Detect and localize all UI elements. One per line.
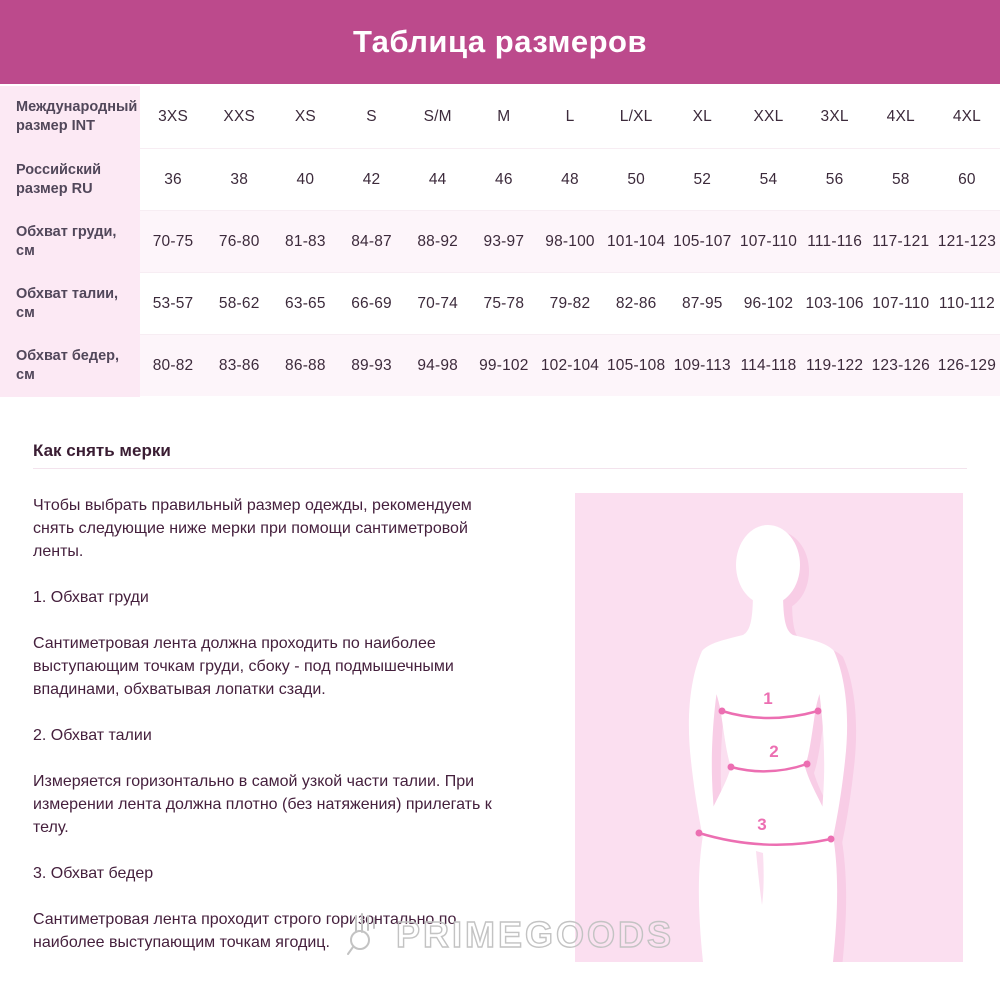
size-cell: S/M — [423, 108, 452, 125]
size-cell: 117-121 — [872, 233, 930, 250]
hips-line-label: 3 — [757, 815, 767, 834]
size-cell: 93-97 — [483, 233, 525, 250]
size-cell: 87-95 — [681, 295, 723, 312]
table-row — [0, 148, 1000, 210]
size-cell: 75-78 — [483, 295, 525, 312]
section-text-chest: Сантиметровая лента должна проходить по наиболее выступающим точкам груди, сбоку - под подмышечными впадинами, обхватывая лопатки сзади. — [33, 635, 454, 698]
row-label: Международный размер INT — [0, 86, 140, 148]
size-cell: XXS — [223, 108, 256, 125]
size-cell: XL — [692, 108, 712, 125]
size-cell: 98-100 — [545, 233, 595, 250]
chest-line-label: 1 — [763, 689, 773, 708]
size-cell: 36 — [164, 171, 182, 188]
section-title-waist: 2. Обхват талии — [33, 727, 152, 744]
size-cell: 42 — [362, 171, 381, 188]
size-cell: L/XL — [619, 108, 653, 125]
size-cell: 60 — [958, 171, 976, 188]
size-cell: 105-108 — [606, 357, 666, 374]
table-row — [0, 86, 1000, 148]
size-cell: XXL — [753, 108, 784, 125]
section-title-chest: 1. Обхват груди — [33, 589, 149, 606]
size-cell: 111-116 — [807, 233, 863, 250]
size-cell: 88-92 — [417, 233, 459, 250]
body-measurement-illustration — [575, 493, 963, 962]
size-cell: 110-112 — [938, 295, 995, 312]
size-cell: 46 — [495, 171, 513, 188]
size-cell: 52 — [693, 171, 712, 188]
size-cell: 81-83 — [285, 233, 326, 250]
page-title: Таблица размеров — [352, 24, 648, 59]
row-label: Обхват бедер, см — [0, 334, 140, 397]
size-cell: 66-69 — [351, 295, 392, 312]
size-cell: 4XL — [886, 108, 915, 125]
size-cell: 3XS — [158, 108, 189, 125]
size-cell: 101-104 — [606, 233, 666, 250]
guide-intro: Чтобы выбрать правильный размер одежды, рекомендуем снять следующие ниже мерки при помощи сантиметровой ленты. — [33, 497, 472, 560]
size-cell: 80-82 — [152, 357, 194, 374]
size-cell: 76-80 — [218, 233, 260, 250]
size-cell: 82-86 — [615, 295, 657, 312]
section-text-waist: Измеряется горизонтально в самой узкой части талии. При измерении лента должна плотно (без натяжения) прилегать к телу. — [33, 773, 492, 836]
size-cell: 102-104 — [540, 357, 600, 374]
size-cell: 109-113 — [673, 357, 731, 374]
size-cell: 126-129 — [937, 357, 997, 374]
size-cell: 89-93 — [351, 357, 392, 374]
size-cell: 119-122 — [806, 357, 864, 374]
size-cell: 3XL — [820, 108, 849, 125]
size-cell: 123-126 — [871, 357, 930, 374]
size-cell: 96-102 — [743, 295, 794, 312]
size-cell: 50 — [627, 171, 645, 188]
section-title-hips: 3. Обхват бедер — [33, 865, 154, 882]
size-cell: 105-107 — [673, 233, 732, 250]
size-cell: 58-62 — [218, 295, 260, 312]
guide-heading: Как снять мерки — [33, 441, 171, 460]
watermark-text: PRIMEGOODS — [396, 914, 675, 955]
row-label: Обхват груди, см — [0, 210, 140, 273]
size-cell: 53-57 — [152, 295, 194, 312]
size-cell: 54 — [759, 171, 778, 188]
size-cell: 48 — [561, 171, 579, 188]
size-cell: 79-82 — [549, 295, 591, 312]
section-text-hips: Сантиметровая лента проходит строго горизонтально по наиболее выступающим точкам ягодиц. — [33, 911, 457, 951]
divider — [33, 468, 967, 469]
size-cell: XS — [294, 108, 316, 125]
size-cell: 44 — [428, 171, 447, 188]
waist-line-label: 2 — [769, 742, 779, 761]
size-cell: 121-123 — [937, 233, 997, 250]
size-cell: 103-106 — [805, 295, 864, 312]
size-cell: 107-110 — [872, 295, 930, 312]
size-table — [0, 86, 1000, 396]
page-title-banner — [0, 0, 1000, 84]
size-cell: L — [565, 108, 575, 125]
size-cell: 94-98 — [417, 357, 459, 374]
size-cell: 70-75 — [152, 233, 194, 250]
size-cell: 56 — [825, 171, 844, 188]
table-row — [0, 210, 1000, 272]
table-row — [0, 272, 1000, 334]
size-cell: 99-102 — [479, 357, 529, 374]
size-cell: 4XL — [952, 108, 982, 125]
size-cell: 86-88 — [285, 357, 326, 374]
size-cell: 58 — [891, 171, 910, 188]
size-cell: 84-87 — [351, 233, 392, 250]
size-cell: 114-118 — [740, 357, 797, 374]
row-label: Обхват талии, см — [0, 272, 140, 335]
size-cell: 63-65 — [285, 295, 326, 312]
size-cell: 38 — [230, 171, 249, 188]
female-silhouette-figure — [575, 493, 963, 962]
table-row — [0, 334, 1000, 396]
row-label: Российский размер RU — [0, 148, 140, 211]
size-cell: 40 — [296, 171, 315, 188]
size-cell: 83-86 — [218, 357, 260, 374]
size-cell: 107-110 — [739, 233, 798, 250]
size-cell: M — [497, 108, 511, 125]
size-cell: S — [366, 108, 377, 125]
measurement-guide — [33, 494, 501, 977]
size-cell: 70-74 — [417, 295, 459, 312]
